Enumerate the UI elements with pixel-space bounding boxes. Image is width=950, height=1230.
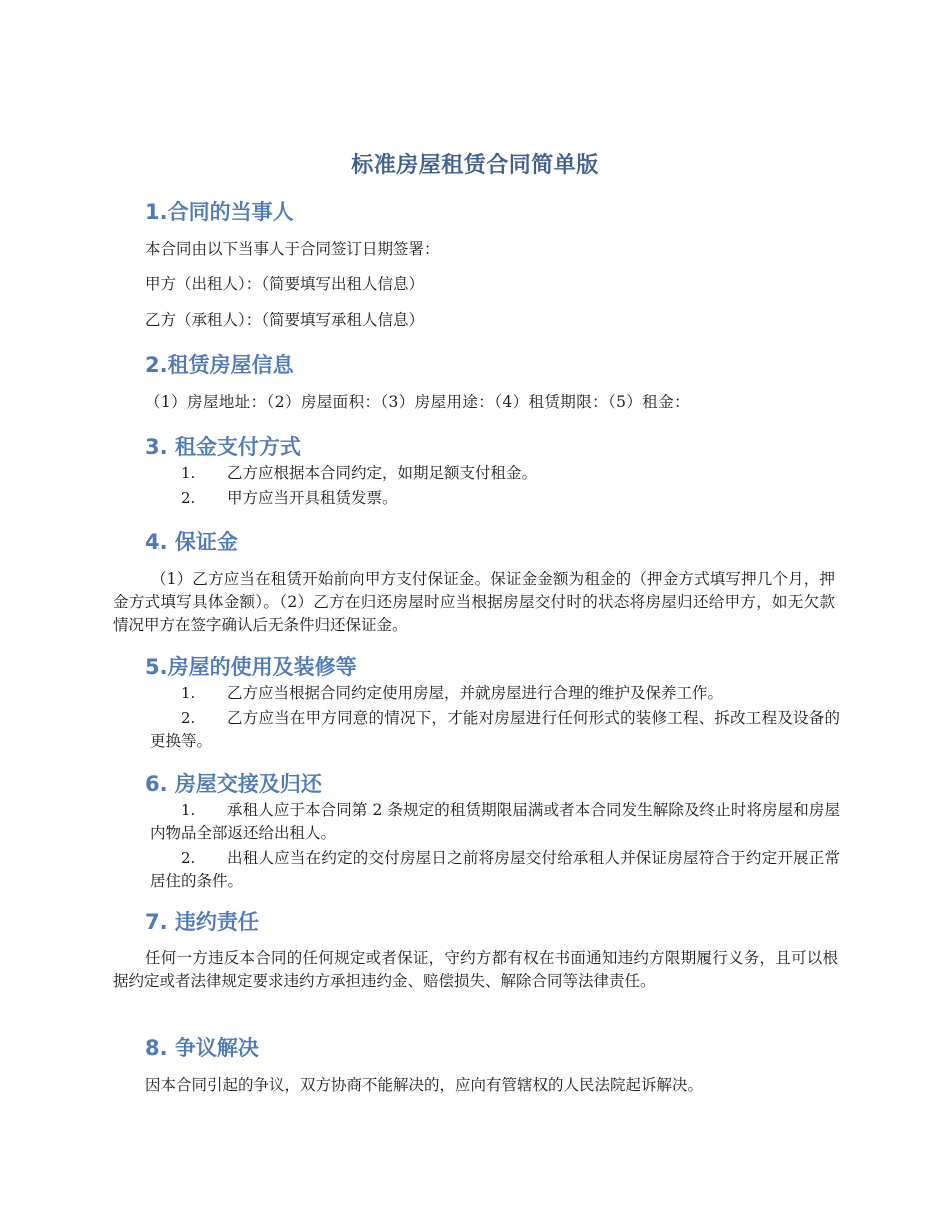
- list-number: 1.: [181, 684, 196, 702]
- list-number: 2.: [181, 709, 196, 727]
- section-heading-handover-return: 6. 房屋交接及归还: [145, 772, 322, 796]
- party-b-line: 乙方（承租人）：（简要填写承租人信息）: [145, 311, 425, 329]
- list-item-text: 乙方应根据本合同约定，如期足额支付租金。: [227, 464, 538, 482]
- section-heading-payment: 3. 租金支付方式: [145, 435, 301, 459]
- list-item-text: 承租人应于本合同第 2 条规定的租赁期限届满或者本合同发生解除及终止时将房屋和房屋内物品全部返还给出租人。: [150, 801, 840, 842]
- section-heading-liability: 7. 违约责任: [145, 910, 259, 934]
- list-item-text: 出租人应当在约定的交付房屋日之前将房屋交付给承租人并保证房屋符合于约定开展正常居住的条件。: [150, 849, 840, 890]
- party-a-line: 甲方（出租人）：（简要填写出租人信息）: [145, 275, 425, 293]
- list-item-text: 甲方应当开具租赁发票。: [227, 489, 398, 507]
- section-heading-deposit: 4. 保证金: [145, 530, 238, 554]
- parties-intro: 本合同由以下当事人于合同签订日期签署：: [145, 240, 440, 258]
- section-heading-property-info: 2.租赁房屋信息: [145, 353, 294, 377]
- list-number: 2.: [181, 849, 196, 867]
- section-heading-use-renovation: 5.房屋的使用及装修等: [145, 655, 357, 679]
- property-info-line: （1）房屋地址：（2）房屋面积：（3）房屋用途：（4）租赁期限：（5）租金：: [145, 393, 691, 411]
- list-number: 1.: [181, 464, 196, 482]
- deposit-paragraph: （1）乙方应当在租赁开始前向甲方支付保证金。保证金金额为租金的（押金方式填写押几个月，押金方式填写具体金额）。（2）乙方在归还房屋时应当根据房屋交付时的状态将房屋归还给甲方，如无欠款情况甲方在签字确认后无条件归还保证金。: [113, 570, 835, 634]
- list-item-text: 乙方应当根据合同约定使用房屋，并就房屋进行合理的维护及保养工作。: [227, 684, 724, 702]
- section-heading-parties: 1.合同的当事人: [145, 200, 294, 224]
- list-number: 2.: [181, 489, 196, 507]
- section-heading-dispute: 8. 争议解决: [145, 1036, 259, 1060]
- document-title: 标准房屋租赁合同简单版: [351, 153, 599, 178]
- list-number: 1.: [181, 801, 196, 819]
- liability-paragraph: 任何一方违反本合同的任何规定或者保证，守约方都有权在书面通知违约方限期履行义务，且可以根据约定或者法律规定要求违约方承担违约金、赔偿损失、解除合同等法律责任。: [113, 949, 838, 990]
- list-item-text: 乙方应当在甲方同意的情况下，才能对房屋进行任何形式的装修工程、拆改工程及设备的更换等。: [150, 709, 840, 750]
- dispute-paragraph: 因本合同引起的争议，双方协商不能解决的，应向有管辖权的人民法院起诉解决。: [145, 1076, 704, 1094]
